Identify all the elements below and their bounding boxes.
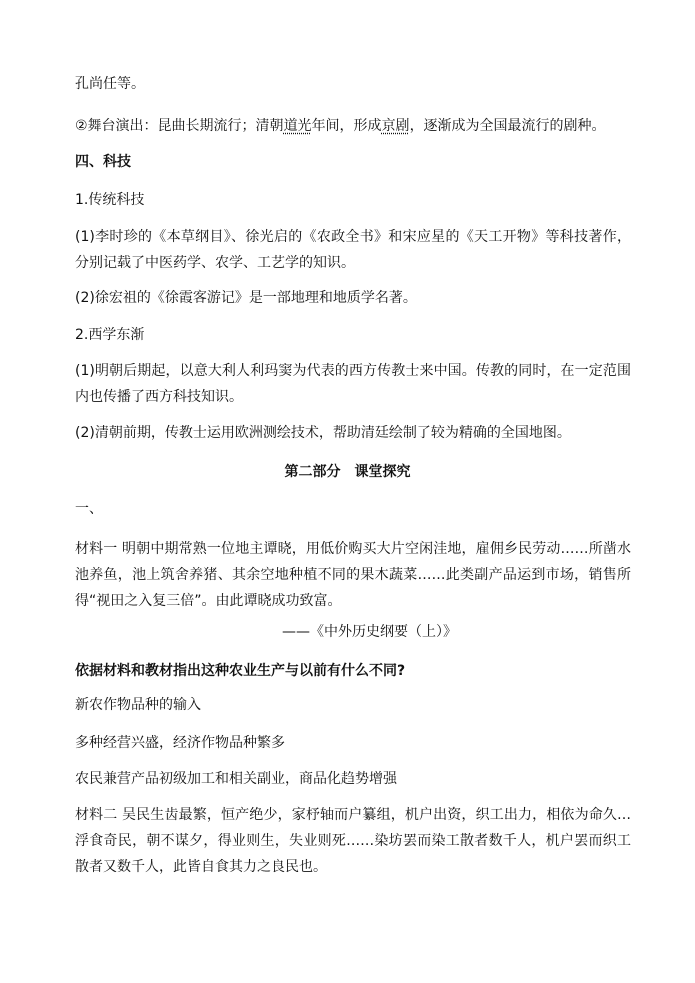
paragraph-qing-maps: (2)清朝前期，传教士运用欧洲测绘技术，帮助清廷绘制了较为精确的全国地图。: [75, 425, 571, 441]
heading-traditional-tech: 1.传统科技: [75, 192, 145, 208]
question: 依据材料和教材指出这种农业生产与以前有什么不同?: [75, 663, 406, 679]
heading-western-learning: 2.西学东渐: [75, 327, 145, 343]
stage-text-daoguang: 道光: [283, 118, 312, 134]
paragraph-missionaries: (1)明朝后期起，以意大利人利玛窦为代表的西方传教士来中国。传教的同时，在一定范围内也传播了西方科技知识。: [75, 363, 631, 405]
material-one-source: ——《中外历史纲要（上）》: [282, 624, 457, 640]
section-title: 第二部分 课堂探究: [284, 464, 411, 480]
item-one-label: 一、: [75, 501, 103, 517]
heading-technology: 四、科技: [75, 154, 131, 170]
paragraph-tech-works: (1)李时珍的《本草纲目》、徐光启的《农政全书》和宋应星的《天工开物》等科技著作，分别记载了中医药学、农学、工艺学的知识。: [75, 229, 631, 271]
material-one: 材料一 明朝中期常熟一位地主谭晓，用低价购买大片空闲洼地，雇佣乡民劳动……所凿水池养鱼，池上筑舍养猪、其余空地种植不同的果木蔬菜……此类副产品运到市场，销售所得“视田之入复三倍”。由此谭晓成功致富。: [75, 541, 631, 609]
stage-text-a: ②舞台演出：昆曲长期流行；清朝: [75, 118, 284, 134]
paragraph-xu-hongzu: (2)徐宏祖的《徐霞客游记》是一部地理和地质学名著。: [75, 290, 417, 306]
stage-text-c: ，逐渐成为全国最流行的剧种。: [409, 118, 606, 134]
material-two: 材料二 吴民生齿最繁，恒产绝少，家杼轴而户纂组，机户出资，织工出力，相依为命久…浮食奇民，朝不谋夕，得业则生，失业则死……染坊罢而染工散者数千人，机户罢而织工散者又数千人，此皆自食其力之良民也。: [75, 807, 631, 875]
paragraph-stage-performance: [75, 114, 635, 138]
stage-text-b: 年间，形成: [311, 118, 382, 134]
answer-1: 新农作物品种的输入: [75, 697, 201, 713]
paragraph-continuation: 孔尚任等。: [75, 76, 145, 92]
stage-text-jingju: 京剧: [381, 118, 410, 134]
answer-3: 农民兼营产品初级加工和相关副业，商品化趋势增强: [75, 771, 397, 787]
answer-2: 多种经营兴盛，经济作物品种繁多: [75, 735, 285, 751]
